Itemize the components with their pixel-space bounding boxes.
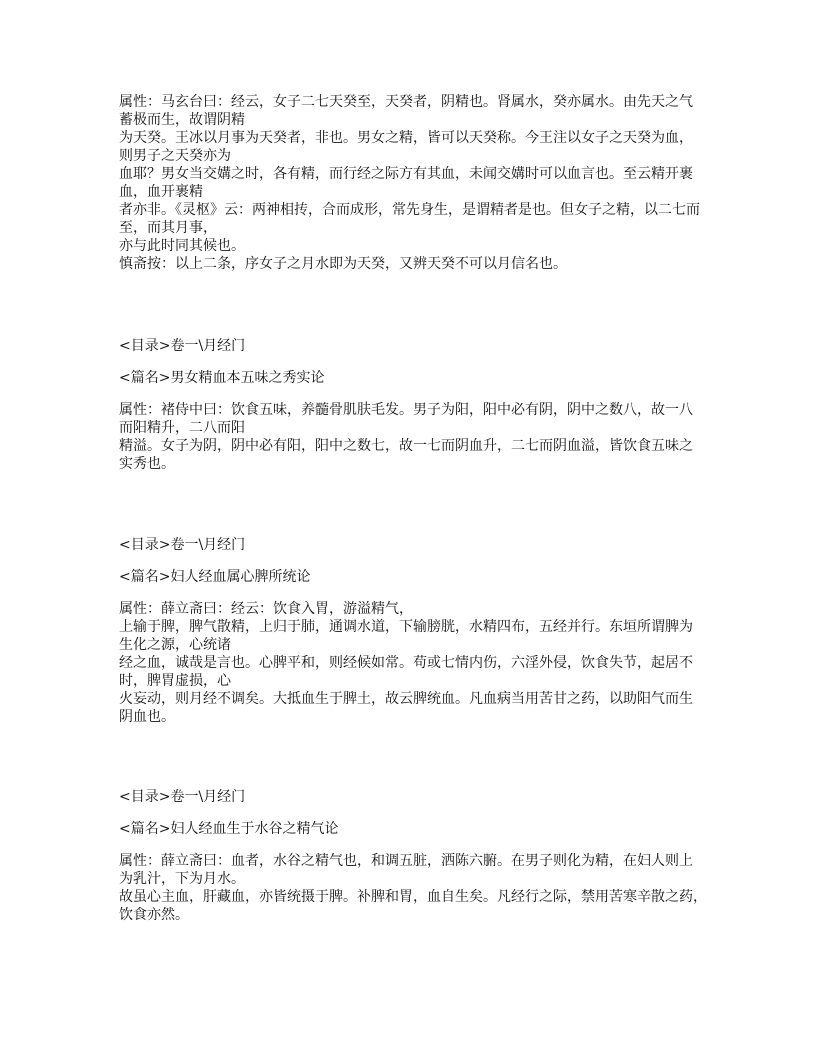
body-text-line: 亦与此时同其候也。	[119, 238, 245, 254]
body-text-line: 饮食亦然。	[119, 907, 189, 923]
body-text-line: 属性：马玄台曰：经云，女子二七天癸至，天癸者，阴精也。肾属水，癸亦属水。由先天之气	[119, 94, 693, 110]
catalog-heading: <目录>卷一\月经门	[119, 789, 246, 805]
document-section	[119, 788, 719, 924]
spacer	[119, 586, 719, 600]
body-text-line: 为天癸。王冰以月事为天癸者，非也。男女之精，皆可以天癸称。今王注以女子之天癸为血，	[119, 130, 693, 146]
body-text-line: 故虽心主血，肝藏血，亦皆统摄于脾。补脾和胃，血自生矣。凡经行之际，禁用苦寒辛散之药，	[119, 889, 707, 905]
body-text-line: 慎斋按：以上二条，序女子之月水即为天癸，又辨天癸不可以月信名也。	[119, 256, 567, 272]
body-text-line: 属性：薛立斋曰：血者，水谷之精气也，和调五脏，洒陈六腑。在男子则化为精，在妇人则上	[119, 853, 693, 869]
body-text-line: 实秀也。	[119, 456, 175, 472]
chapter-title: <篇名>妇人经血属心脾所统论	[119, 569, 311, 585]
body-text-line: 而阳精升，二八而阳	[119, 420, 245, 436]
chapter-title: <篇名>妇人经血生于水谷之精气论	[119, 821, 339, 837]
body-text-line: 时，脾胃虚损，心	[119, 673, 231, 689]
body-text-line: 属性：褚侍中曰：饮食五味，养髓骨肌肤毛发。男子为阳，阳中必有阴，阴中之数八，故一八	[119, 402, 693, 418]
body-text-line: 血耶？男女当交媾之时，各有精，而行经之际方有其血，未闻交媾时可以血言也。至云精开裹	[119, 166, 693, 182]
chapter-title: <篇名>男女精血本五味之秀实论	[119, 370, 325, 386]
body-text-line: 血，血开裹精	[119, 184, 203, 200]
spacer	[119, 355, 719, 369]
body-text-line: 为乳汁，下为月水。	[119, 871, 245, 887]
spacer	[119, 554, 719, 568]
spacer	[119, 806, 719, 820]
spacer	[119, 838, 719, 852]
body-text-line: 精溢。女子为阴，阴中必有阳，阳中之数七，故一七而阴血升，二七而阴血溢，皆饮食五味之	[119, 438, 693, 454]
document-section	[119, 93, 719, 273]
body-text-line: 属性：薛立斋曰：经云：饮食入胃，游溢精气，	[119, 601, 413, 617]
body-text-line: 则男子之天癸亦为	[119, 148, 231, 164]
catalog-heading: <目录>卷一\月经门	[119, 338, 246, 354]
body-text-line: 者亦非。《灵枢》云：两神相抟，合而成形，常先身生，是谓精者是也。但女子之精，以二七而	[119, 202, 700, 218]
body-text-line: 蓄极而生，故谓阴精	[119, 112, 245, 128]
body-text-line: 阴血也。	[119, 709, 175, 725]
body-text-line: 火妄动，则月经不调矣。大抵血生于脾土，故云脾统血。凡血病当用苦甘之药，以助阳气而生	[119, 691, 693, 707]
body-text-line: 至，而其月事，	[119, 220, 217, 236]
body-text-line: 生化之源，心统诸	[119, 637, 231, 653]
body-text-line: 上输于脾，脾气散精，上归于肺，通调水道，下输膀胱，水精四布，五经并行。东垣所谓脾为	[119, 619, 693, 635]
document-section	[119, 337, 719, 473]
catalog-heading: <目录>卷一\月经门	[119, 537, 246, 553]
document-section	[119, 536, 719, 726]
spacer	[119, 387, 719, 401]
body-text-line: 经之血，诚哉是言也。心脾平和，则经候如常。苟或七情内伤，六淫外侵，饮食失节，起居不	[119, 655, 693, 671]
